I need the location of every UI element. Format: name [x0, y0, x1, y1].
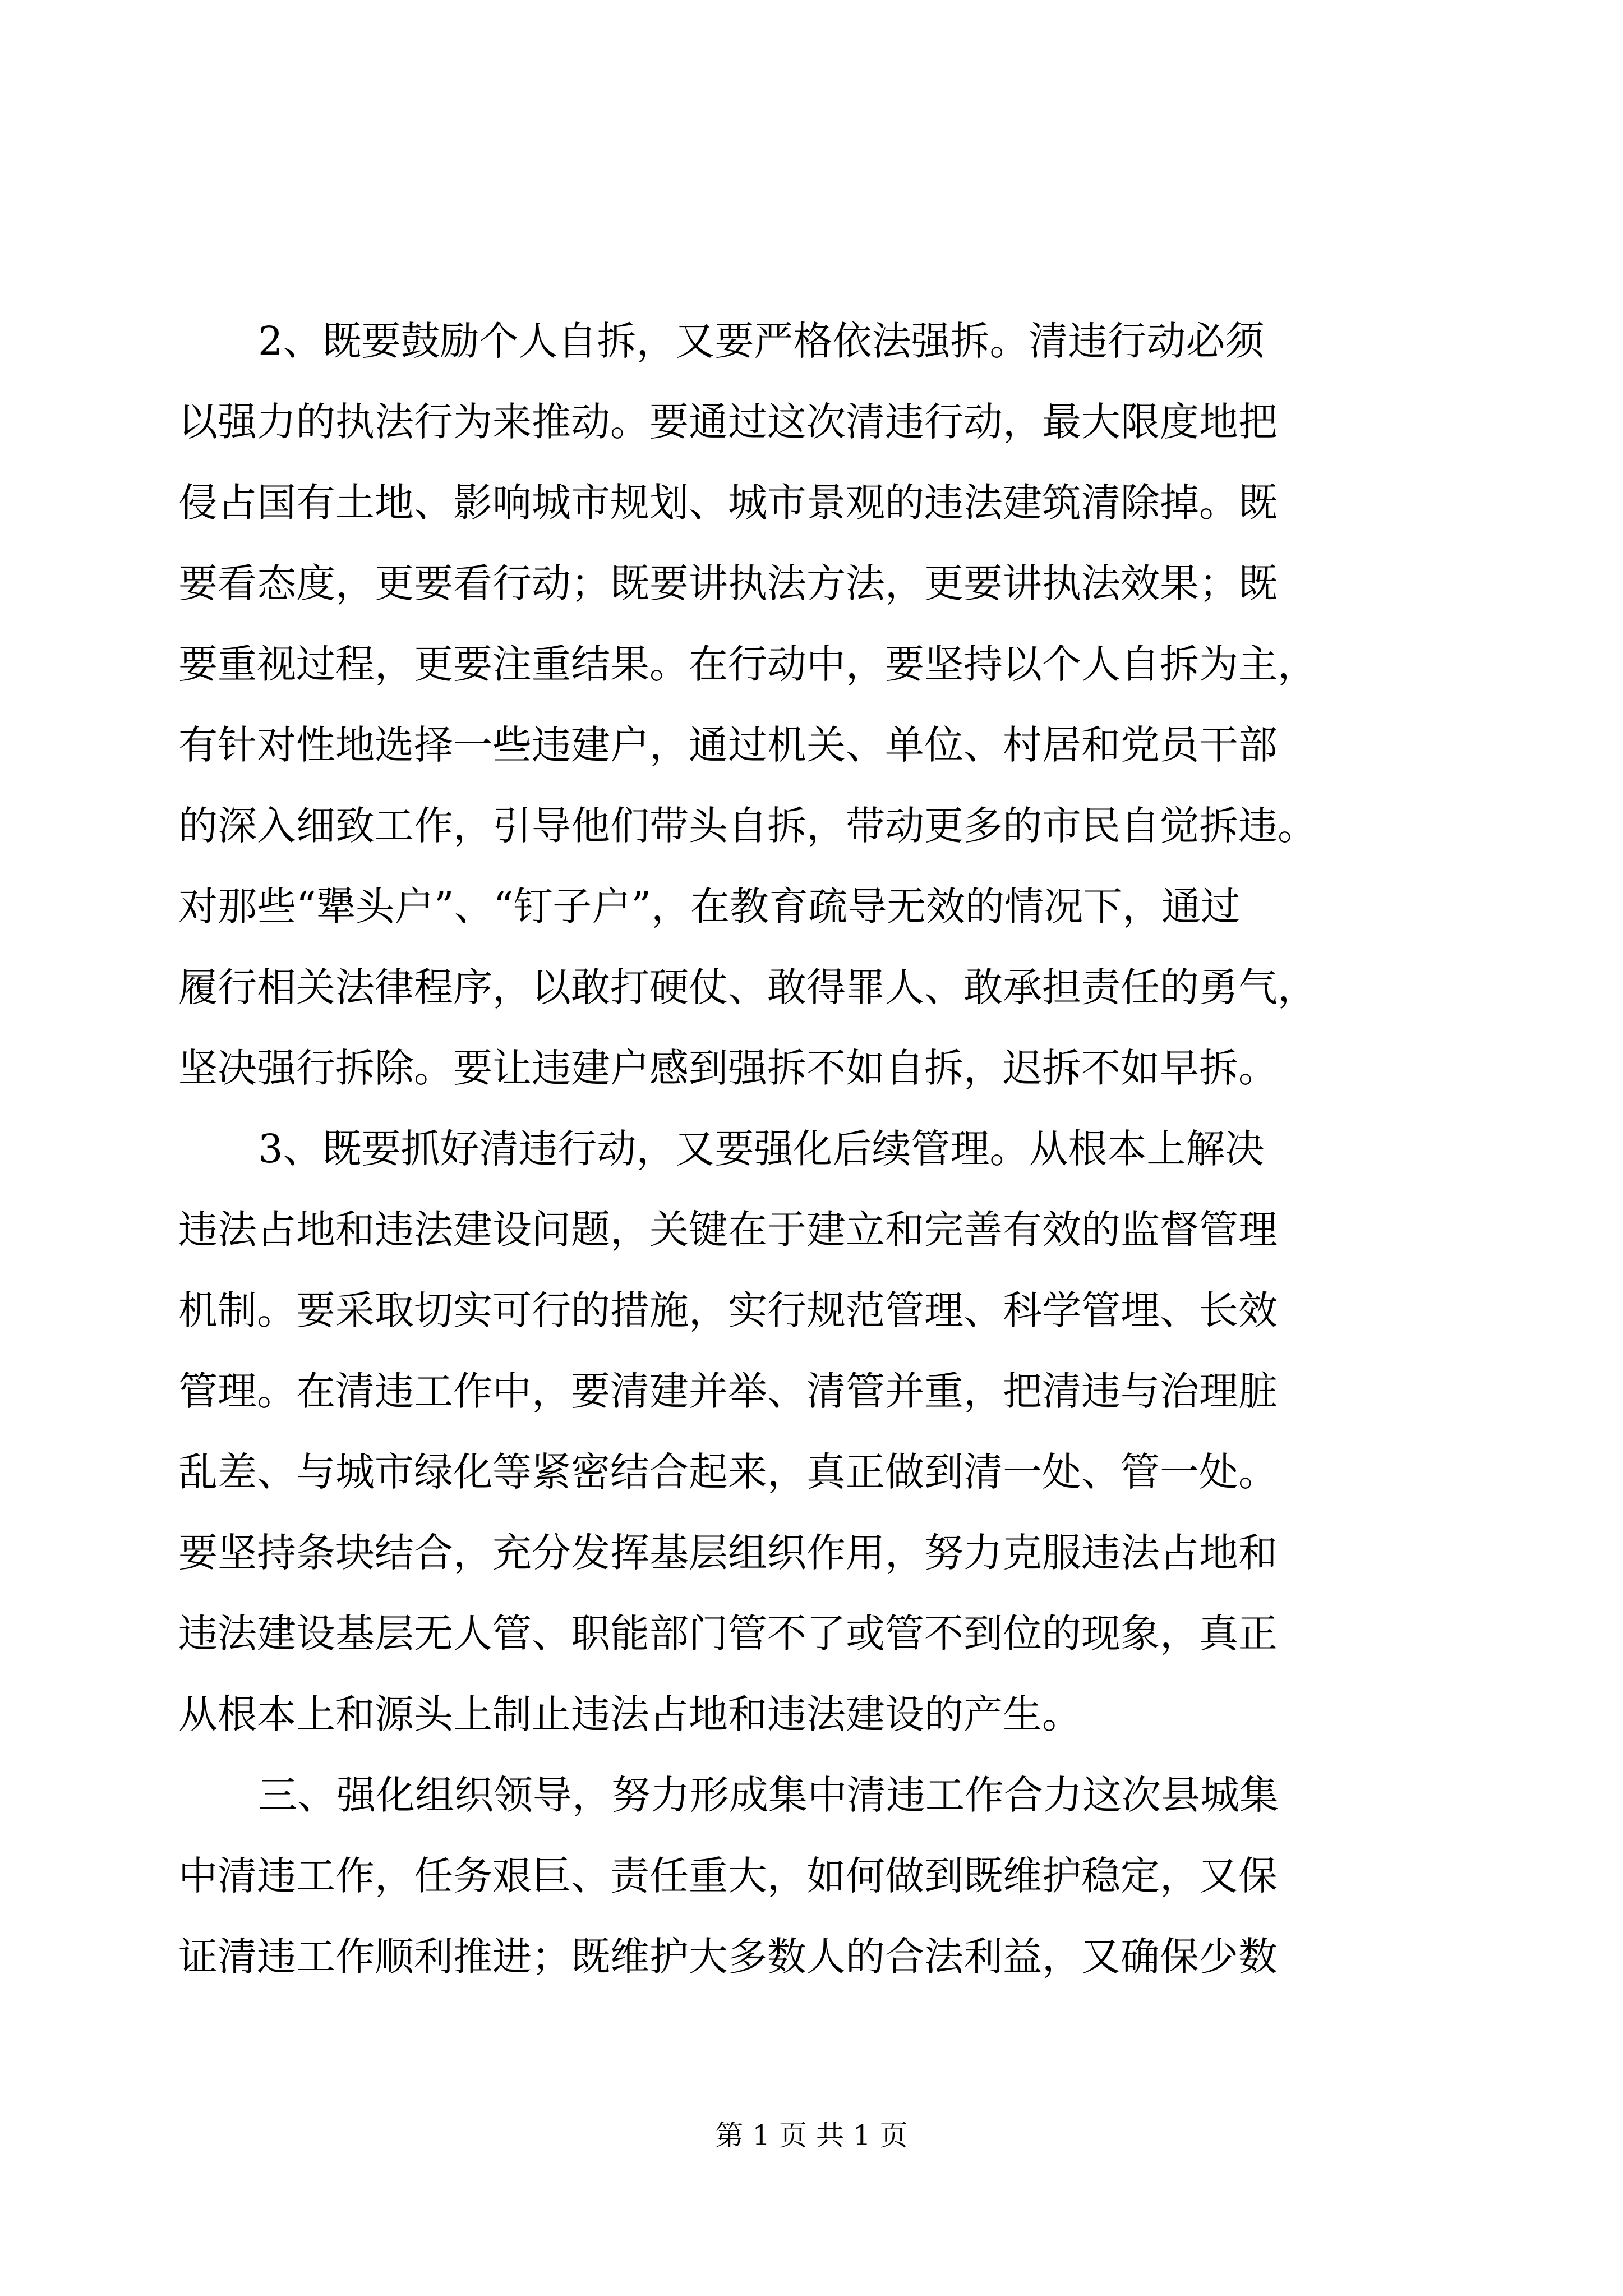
text-line: 侵占国有土地、影响城市规划、城市景观的违法建筑清除掉。既: [178, 480, 1278, 526]
text-line: 要坚持条块结合，充分发挥基层组织作用，努力克服违法占地和: [178, 1530, 1278, 1576]
text-line: 管理。在清违工作中，要清建并举、清管并重，把清违与治理脏: [178, 1368, 1278, 1414]
text-line: 对那些“犟头户”、“钉子户”，在教育疏导无效的情况下，通过: [178, 884, 1241, 930]
text-line: 要看态度，更要看行动；既要讲执法方法，更要讲执法效果；既: [178, 560, 1278, 606]
text-line: 证清违工作顺利推进；既维护大多数人的合法利益，又确保少数: [178, 1934, 1278, 1980]
text-line: 违法占地和违法建设问题，关键在于建立和完善有效的监督管理: [178, 1207, 1278, 1253]
text-line: 坚决强行拆除。要让违建户感到强拆不如自拆，迟拆不如早拆。: [178, 1045, 1278, 1091]
text-line: 机制。要采取切实可行的措施，实行规范管理、科学管埋、长效: [178, 1287, 1278, 1333]
text-line: 有针对性地选择一些违建户，通过机关、单位、村居和党员干部: [178, 722, 1278, 768]
text-line: 2、既要鼓励个人自拆，又要严格依法强拆。清违行动必须: [258, 318, 1265, 364]
text-line: 履行相关法律程序，以敢打硬仗、敢得罪人、敢承担责任的勇气，: [178, 964, 1317, 1010]
text-line: 以强力的执法行为来推动。要通过这次清违行动，最大限度地把: [178, 399, 1278, 445]
text-line: 三、强化组织领导，努力形成集中清违工作合力这次县城集: [258, 1772, 1279, 1818]
text-line: 的深入细致工作，引导他们带头自拆，带动更多的市民自觉拆违。: [178, 803, 1317, 849]
page-footer: 第 1 页 共 1 页: [715, 2119, 908, 2152]
text-line: 要重视过程，更要注重结果。在行动中，要坚持以个人自拆为主，: [178, 641, 1317, 687]
text-line: 乱差、与城市绿化等紧密结合起来，真正做到清一处、管一处。: [178, 1449, 1278, 1495]
text-line: 从根本上和源头上制止违法占地和违法建设的产生。: [178, 1691, 1081, 1737]
text-line: 3、既要抓好清违行动，又要强化后续管理。从根本上解决: [258, 1126, 1265, 1172]
text-line: 中清违工作，任务艰巨、责任重大，如何做到既维护稳定，又保: [178, 1853, 1278, 1899]
text-line: 违法建设基层无人管、职能部门管不了或管不到位的现象，真正: [178, 1611, 1278, 1657]
